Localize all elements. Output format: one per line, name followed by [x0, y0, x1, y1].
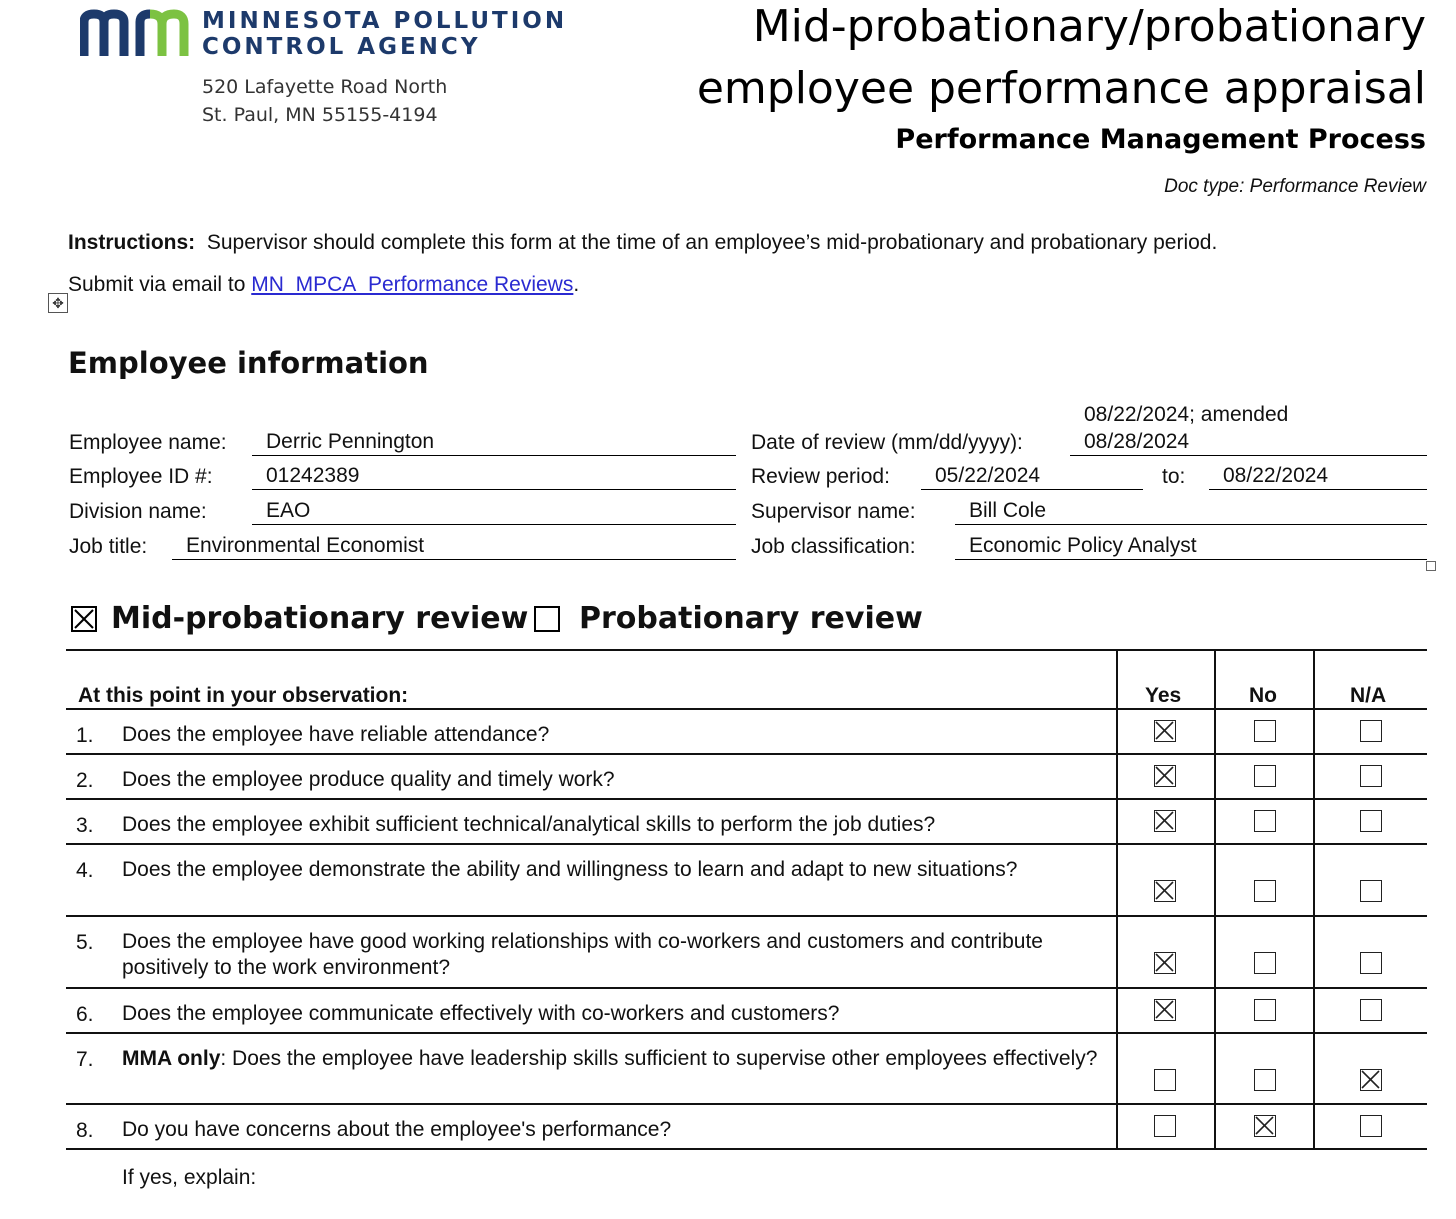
- division-label: Division name:: [69, 500, 207, 523]
- checkbox-yes[interactable]: [1154, 810, 1176, 832]
- checkbox-yes[interactable]: [1154, 1069, 1176, 1091]
- submit-prefix: Submit via email to: [68, 273, 252, 296]
- table-row-border: [66, 798, 1427, 800]
- checkbox-yes[interactable]: [1154, 765, 1176, 787]
- employee-id-label: Employee ID #:: [69, 465, 213, 488]
- job-title-label: Job title:: [69, 535, 148, 558]
- table-header-na: N/A: [1350, 684, 1387, 707]
- document-title-line1: Mid-probationary/probationary: [752, 1, 1426, 52]
- table-top-border: [66, 649, 1427, 651]
- checkbox-na[interactable]: [1360, 880, 1382, 902]
- table-row-border: [66, 843, 1427, 845]
- checkbox-na[interactable]: [1360, 720, 1382, 742]
- mid-probationary-option[interactable]: [71, 601, 528, 636]
- job-classification-label: Job classification:: [751, 535, 916, 558]
- question-bold-prefix: MMA only: [122, 1047, 221, 1070]
- table-row-border: [66, 1032, 1427, 1034]
- mid-probationary-checkbox[interactable]: [71, 606, 97, 632]
- employee-name-field[interactable]: Derric Pennington: [252, 429, 736, 456]
- table-move-handle[interactable]: ✥: [48, 293, 68, 313]
- supervisor-label: Supervisor name:: [751, 500, 916, 523]
- checkbox-yes[interactable]: [1154, 952, 1176, 974]
- review-period-from-field[interactable]: 05/22/2024: [921, 463, 1143, 490]
- checkbox-no[interactable]: [1254, 720, 1276, 742]
- review-date-label: Date of review (mm/dd/yyyy):: [751, 431, 1023, 454]
- question-body: : Does the employee have leadership skills sufficient to supervise other employees effectively?: [220, 1047, 1098, 1070]
- table-header-no: No: [1249, 684, 1277, 707]
- question-text: [122, 1117, 1102, 1143]
- question-number: 5.: [76, 931, 94, 954]
- checkbox-no[interactable]: [1254, 999, 1276, 1021]
- table-row-border: [66, 1103, 1427, 1105]
- table-row-border: [66, 708, 1427, 710]
- checkbox-no[interactable]: [1254, 1069, 1276, 1091]
- checkbox-yes[interactable]: [1154, 880, 1176, 902]
- question-text: [122, 1001, 1102, 1027]
- question-number: 8.: [76, 1119, 94, 1142]
- doc-type: Doc type: Performance Review: [1164, 176, 1426, 197]
- checkbox-na[interactable]: [1360, 999, 1382, 1021]
- question-body: Do you have concerns about the employee's performance?: [122, 1118, 672, 1141]
- question-body: Does the employee produce quality and timely work?: [122, 768, 615, 791]
- checkbox-no[interactable]: [1254, 952, 1276, 974]
- mid-probationary-label: Mid-probationary review: [111, 601, 529, 636]
- column-divider-no: [1214, 650, 1216, 1148]
- checkbox-no[interactable]: [1254, 1115, 1276, 1137]
- division-field[interactable]: EAO: [252, 498, 736, 525]
- question-body: Does the employee have reliable attendance?: [122, 723, 550, 746]
- question-number: 7.: [76, 1048, 94, 1071]
- table-resize-handle[interactable]: [1426, 561, 1436, 571]
- question-text: [122, 1046, 1102, 1072]
- agency-name-line2: CONTROL AGENCY: [202, 34, 481, 60]
- review-date-value-line1: 08/22/2024; amended: [1084, 403, 1289, 426]
- document-title-line2: employee performance appraisal: [696, 63, 1426, 114]
- email-link[interactable]: MN_MPCA_Performance Reviews: [251, 273, 574, 296]
- explain-label: If yes, explain:: [122, 1166, 257, 1189]
- question-text: [122, 722, 1102, 748]
- question-body: Does the employee have good working relationships with co-workers and customers and contribute positively to the work environment?: [122, 930, 1043, 979]
- column-divider-yes: [1116, 650, 1118, 1148]
- question-body: Does the employee exhibit sufficient technical/analytical skills to perform the job duties?: [122, 813, 936, 836]
- employee-name-label: Employee name:: [69, 431, 227, 454]
- probationary-option[interactable]: [534, 601, 923, 636]
- question-number: 1.: [76, 724, 94, 747]
- review-period-label: Review period:: [751, 465, 890, 488]
- question-text: [122, 812, 1102, 838]
- checkbox-no[interactable]: [1254, 880, 1276, 902]
- supervisor-field[interactable]: Bill Cole: [955, 498, 1427, 525]
- probationary-label: Probationary review: [579, 601, 923, 636]
- question-number: 4.: [76, 859, 94, 882]
- probationary-checkbox[interactable]: [534, 606, 560, 632]
- checkbox-na[interactable]: [1360, 765, 1382, 787]
- column-divider-na: [1313, 650, 1315, 1148]
- review-date-field[interactable]: 08/28/2024: [1070, 429, 1427, 456]
- submit-suffix: .: [573, 273, 580, 296]
- checkbox-yes[interactable]: [1154, 999, 1176, 1021]
- question-text: [122, 929, 1102, 981]
- table-header-question: At this point in your observation:: [78, 684, 409, 707]
- submit-line: [68, 273, 579, 297]
- question-number: 6.: [76, 1003, 94, 1026]
- review-period-to-field[interactable]: 08/22/2024: [1209, 463, 1427, 490]
- checkbox-na[interactable]: [1360, 1069, 1382, 1091]
- employee-info-heading: Employee information: [68, 346, 429, 380]
- question-text: [122, 767, 1102, 793]
- checkbox-yes[interactable]: [1154, 720, 1176, 742]
- address-line1: 520 Lafayette Road North: [202, 76, 448, 98]
- question-body: Does the employee demonstrate the ability and willingness to learn and adapt to new situations?: [122, 858, 1018, 881]
- checkbox-na[interactable]: [1360, 1115, 1382, 1137]
- table-row-border: [66, 987, 1427, 989]
- checkbox-na[interactable]: [1360, 810, 1382, 832]
- instructions-text: Supervisor should complete this form at the time of an employee’s mid-probationary and probationary period.: [206, 231, 1218, 254]
- review-period-to-label: to:: [1162, 465, 1186, 488]
- checkbox-na[interactable]: [1360, 952, 1382, 974]
- question-text: [122, 857, 1102, 883]
- table-bottom-border: [66, 1148, 1427, 1150]
- job-title-field[interactable]: Environmental Economist: [172, 533, 736, 560]
- instructions-label: Instructions:: [68, 231, 196, 254]
- checkbox-no[interactable]: [1254, 765, 1276, 787]
- table-header-yes: Yes: [1145, 684, 1182, 707]
- instructions: [68, 231, 1217, 255]
- employee-id-field[interactable]: 01242389: [252, 463, 736, 490]
- table-row-border: [66, 753, 1427, 755]
- checkbox-yes[interactable]: [1154, 1115, 1176, 1137]
- question-number: 3.: [76, 814, 94, 837]
- job-classification-field[interactable]: Economic Policy Analyst: [955, 533, 1427, 560]
- mpca-logo: [80, 8, 190, 58]
- agency-name-line1: MINNESOTA POLLUTION: [202, 8, 568, 34]
- checkbox-no[interactable]: [1254, 810, 1276, 832]
- address-line2: St. Paul, MN 55155-4194: [202, 104, 438, 126]
- document-subtitle: Performance Management Process: [895, 124, 1426, 155]
- question-body: Does the employee communicate effectively with co-workers and customers?: [122, 1002, 840, 1025]
- question-number: 2.: [76, 769, 94, 792]
- table-row-border: [66, 915, 1427, 917]
